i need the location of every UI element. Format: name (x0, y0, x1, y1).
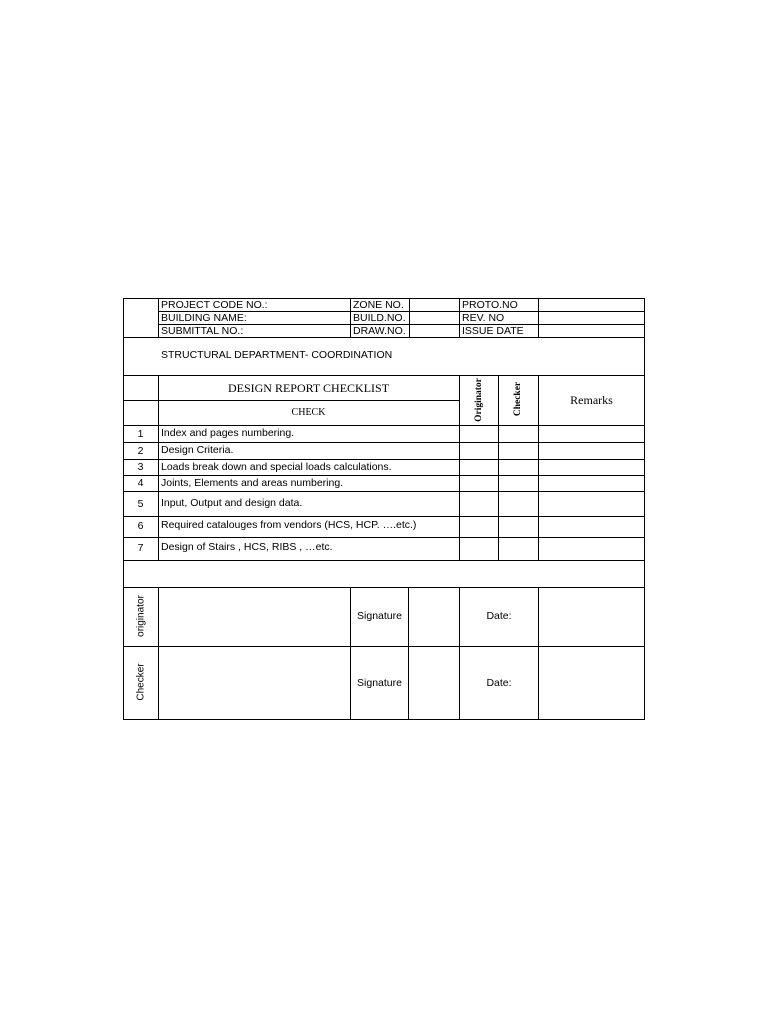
proto-no-label: PROTO.NO (462, 299, 518, 311)
originator-check-cell[interactable] (460, 460, 498, 475)
originator-signature-label: Signature (357, 610, 402, 622)
checker-check-cell[interactable] (499, 517, 538, 537)
draw-no-field[interactable] (410, 325, 459, 337)
checker-column-header: Checker (513, 381, 523, 417)
item-text: Design of Stairs , HCS, RIBS , …etc. (161, 541, 333, 553)
zone-no-label: ZONE NO. (353, 299, 404, 311)
checker-check-cell[interactable] (499, 460, 538, 475)
originator-check-cell[interactable] (460, 443, 498, 459)
item-number: 5 (137, 498, 144, 510)
originator-date-field[interactable] (539, 588, 644, 646)
submittal-no-label: SUBMITTAL NO.: (161, 325, 244, 337)
build-no-field[interactable] (410, 312, 459, 324)
remarks-column-header: Remarks (570, 393, 613, 407)
item-text: Required catalouges from vendors (HCS, HCP. ….etc.) (161, 519, 417, 531)
build-no-label: BUILD.NO. (353, 312, 406, 324)
checker-check-cell[interactable] (499, 492, 538, 516)
issue-date-label: ISSUE DATE (462, 325, 524, 337)
item-number: 3 (137, 461, 144, 473)
item-number: 4 (137, 477, 144, 489)
checker-signature-label: Signature (357, 677, 402, 689)
item-number: 6 (137, 520, 144, 532)
project-code-field[interactable] (159, 299, 350, 311)
checker-check-cell[interactable] (499, 443, 538, 459)
item-text: Joints, Elements and areas numbering. (161, 477, 344, 489)
item-text: Loads break down and special loads calculations. (161, 461, 392, 473)
project-code-label: PROJECT CODE NO.: (161, 299, 268, 311)
remarks-cell[interactable] (539, 476, 644, 491)
item-text: Index and pages numbering. (161, 427, 295, 439)
originator-check-cell[interactable] (460, 426, 498, 442)
checklist-title: DESIGN REPORT CHECKLIST (227, 381, 390, 395)
checker-signature-field[interactable] (409, 647, 459, 719)
draw-no-label: DRAW.NO. (353, 325, 406, 337)
proto-no-field[interactable] (539, 299, 644, 311)
item-text: Input, Output and design data. (161, 497, 303, 509)
remarks-cell[interactable] (539, 517, 644, 537)
checker-check-cell[interactable] (499, 538, 538, 560)
checker-row-label: Checker (135, 663, 147, 701)
department-title: STRUCTURAL DEPARTMENT- COORDINATION (161, 349, 393, 361)
originator-row-label: originator (135, 595, 147, 637)
remarks-cell[interactable] (539, 426, 644, 442)
checker-check-cell[interactable] (499, 426, 538, 442)
checker-check-cell[interactable] (499, 476, 538, 491)
spacer-row (124, 561, 644, 587)
rev-no-field[interactable] (539, 312, 644, 324)
zone-no-field[interactable] (410, 299, 459, 311)
originator-check-cell[interactable] (460, 517, 498, 537)
issue-date-field[interactable] (539, 325, 644, 337)
originator-check-cell[interactable] (460, 492, 498, 516)
item-number: 2 (137, 445, 144, 457)
originator-date-label: Date: (486, 610, 512, 622)
originator-name-field[interactable] (159, 588, 350, 646)
item-text: Design Criteria. (161, 444, 234, 456)
remarks-cell[interactable] (539, 460, 644, 475)
design-report-checklist-form (123, 298, 645, 720)
originator-check-cell[interactable] (460, 538, 498, 560)
originator-signature-field[interactable] (409, 588, 459, 646)
checker-name-field[interactable] (159, 647, 350, 719)
originator-check-cell[interactable] (460, 476, 498, 491)
item-number: 7 (137, 542, 144, 554)
checker-date-field[interactable] (539, 647, 644, 719)
remarks-cell[interactable] (539, 492, 644, 516)
checker-date-label: Date: (486, 677, 512, 689)
item-number: 1 (137, 428, 144, 440)
rev-no-label: REV. NO (462, 312, 505, 324)
remarks-cell[interactable] (539, 443, 644, 459)
originator-column-header: Originator (474, 378, 484, 422)
building-name-label: BUILDING NAME: (161, 312, 247, 324)
remarks-cell[interactable] (539, 538, 644, 560)
check-column-header: CHECK (291, 407, 326, 418)
